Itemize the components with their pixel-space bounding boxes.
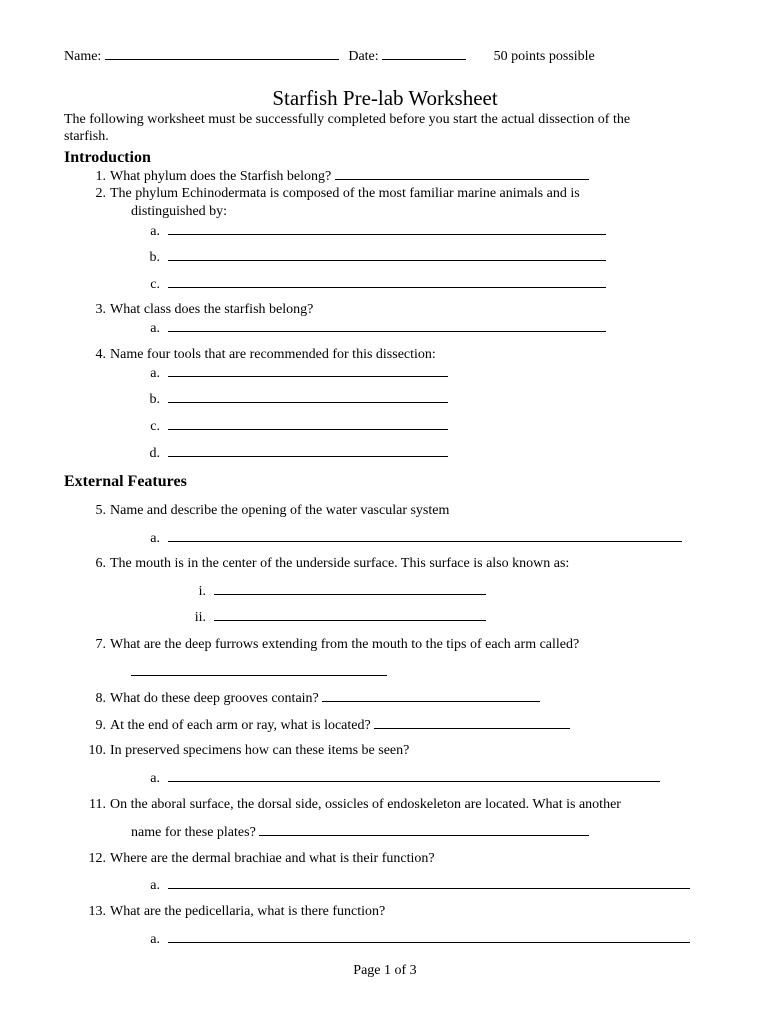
answer-5a-blank[interactable] <box>168 529 682 542</box>
question-11: 11. On the aboral surface, the dorsal side, ossicles of endoskeleton are located. What is another <box>89 797 621 812</box>
answer-6ii-blank[interactable] <box>214 608 486 621</box>
page-number: Page 1 of 3 <box>353 963 417 978</box>
question-5-text: Name and describe the opening of the water vascular system <box>110 503 450 518</box>
answer-2a: a. <box>146 222 606 240</box>
answer-8-blank[interactable] <box>322 689 540 702</box>
question-8-text: What do these deep grooves contain? <box>110 691 319 706</box>
name-blank[interactable] <box>105 47 339 60</box>
question-13: 13. What are the pedicellaria, what is there function? <box>88 904 386 919</box>
answer-3a-blank[interactable] <box>168 319 606 332</box>
answer-3a: a. <box>146 319 606 337</box>
question-7: 7. What are the deep furrows extending from the mouth to the tips of each arm called? <box>95 637 580 652</box>
intro-text-line1: The following worksheet must be successfully completed before you start the actual dissection of the <box>64 112 631 127</box>
points-possible: 50 points possible <box>493 49 595 64</box>
date-label: Date: <box>348 49 379 64</box>
answer-4d-blank[interactable] <box>168 444 448 457</box>
worksheet-title: Starfish Pre-lab Worksheet <box>272 86 498 110</box>
name-label: Name: <box>64 49 102 64</box>
answer-4b: b. <box>146 390 448 408</box>
question-1: 1. What phylum does the Starfish belong? <box>85 167 589 185</box>
answer-1-blank[interactable] <box>335 167 589 180</box>
answer-7-blank[interactable] <box>131 663 387 676</box>
date-blank[interactable] <box>382 47 466 60</box>
question-5: 5. Name and describe the opening of the water vascular system <box>95 503 450 518</box>
answer-2b-blank[interactable] <box>168 248 606 261</box>
question-11-text: On the aboral surface, the dorsal side, ossicles of endoskeleton are located. What is another <box>110 797 621 812</box>
answer-6i-blank[interactable] <box>214 582 486 595</box>
intro-text-line2: starfish. <box>64 129 109 144</box>
answer-13a-blank[interactable] <box>168 930 690 943</box>
question-10-text: In preserved specimens how can these items be seen? <box>110 743 410 758</box>
question-12-text: Where are the dermal brachiae and what is their function? <box>110 851 435 866</box>
answer-2b: b. <box>146 248 606 266</box>
question-12: 12. Where are the dermal brachiae and what is their function? <box>88 851 435 866</box>
answer-6i: i. <box>192 582 486 600</box>
answer-13a: a. <box>146 930 690 948</box>
answer-2a-blank[interactable] <box>168 222 606 235</box>
question-2-text-cont: distinguished by: <box>131 204 228 219</box>
header-line <box>64 47 595 65</box>
question-9-text: At the end of each arm or ray, what is located? <box>110 718 371 733</box>
question-6-text: The mouth is in the center of the underside surface. This surface is also known as: <box>110 556 570 571</box>
answer-11-blank[interactable] <box>259 823 589 836</box>
question-9: 9. At the end of each arm or ray, what is located? <box>85 716 570 734</box>
question-2-text: The phylum Echinodermata is composed of the most familiar marine animals and is <box>110 186 580 201</box>
question-1-text: What phylum does the Starfish belong? <box>110 169 332 184</box>
section-heading-introduction: Introduction <box>64 149 151 166</box>
question-7-text: What are the deep furrows extending from the mouth to the tips of each arm called? <box>110 637 580 652</box>
answer-12a: a. <box>146 876 690 894</box>
answer-4c: c. <box>146 417 448 435</box>
answer-4c-blank[interactable] <box>168 417 448 430</box>
answer-12a-blank[interactable] <box>168 876 690 889</box>
answer-5a: a. <box>146 529 682 547</box>
question-4: 4. Name four tools that are recommended for this dissection: <box>95 347 436 362</box>
answer-4a-blank[interactable] <box>168 364 448 377</box>
question-13-text: What are the pedicellaria, what is there function? <box>110 904 386 919</box>
answer-2c: c. <box>146 275 606 293</box>
answer-10a-blank[interactable] <box>168 769 660 782</box>
question-6: 6. The mouth is in the center of the underside surface. This surface is also known as: <box>95 556 570 571</box>
question-2: 2. The phylum Echinodermata is composed of the most familiar marine animals and is <box>95 186 580 201</box>
answer-10a: a. <box>146 769 660 787</box>
question-11-cont <box>131 823 589 841</box>
question-11-text-cont: name for these plates? <box>131 825 256 840</box>
question-3: 3. What class does the starfish belong? <box>95 302 314 317</box>
question-8: 8. What do these deep grooves contain? <box>85 689 540 707</box>
answer-6ii: ii. <box>192 608 486 626</box>
section-heading-external-features: External Features <box>64 473 187 490</box>
answer-2c-blank[interactable] <box>168 275 606 288</box>
answer-4d: d. <box>146 444 448 462</box>
answer-9-blank[interactable] <box>374 716 570 729</box>
question-10: 10. In preserved specimens how can these items be seen? <box>88 743 410 758</box>
answer-4a: a. <box>146 364 448 382</box>
answer-4b-blank[interactable] <box>168 390 448 403</box>
answer-7 <box>131 663 387 681</box>
question-4-text: Name four tools that are recommended for this dissection: <box>110 347 436 362</box>
question-3-text: What class does the starfish belong? <box>110 302 314 317</box>
